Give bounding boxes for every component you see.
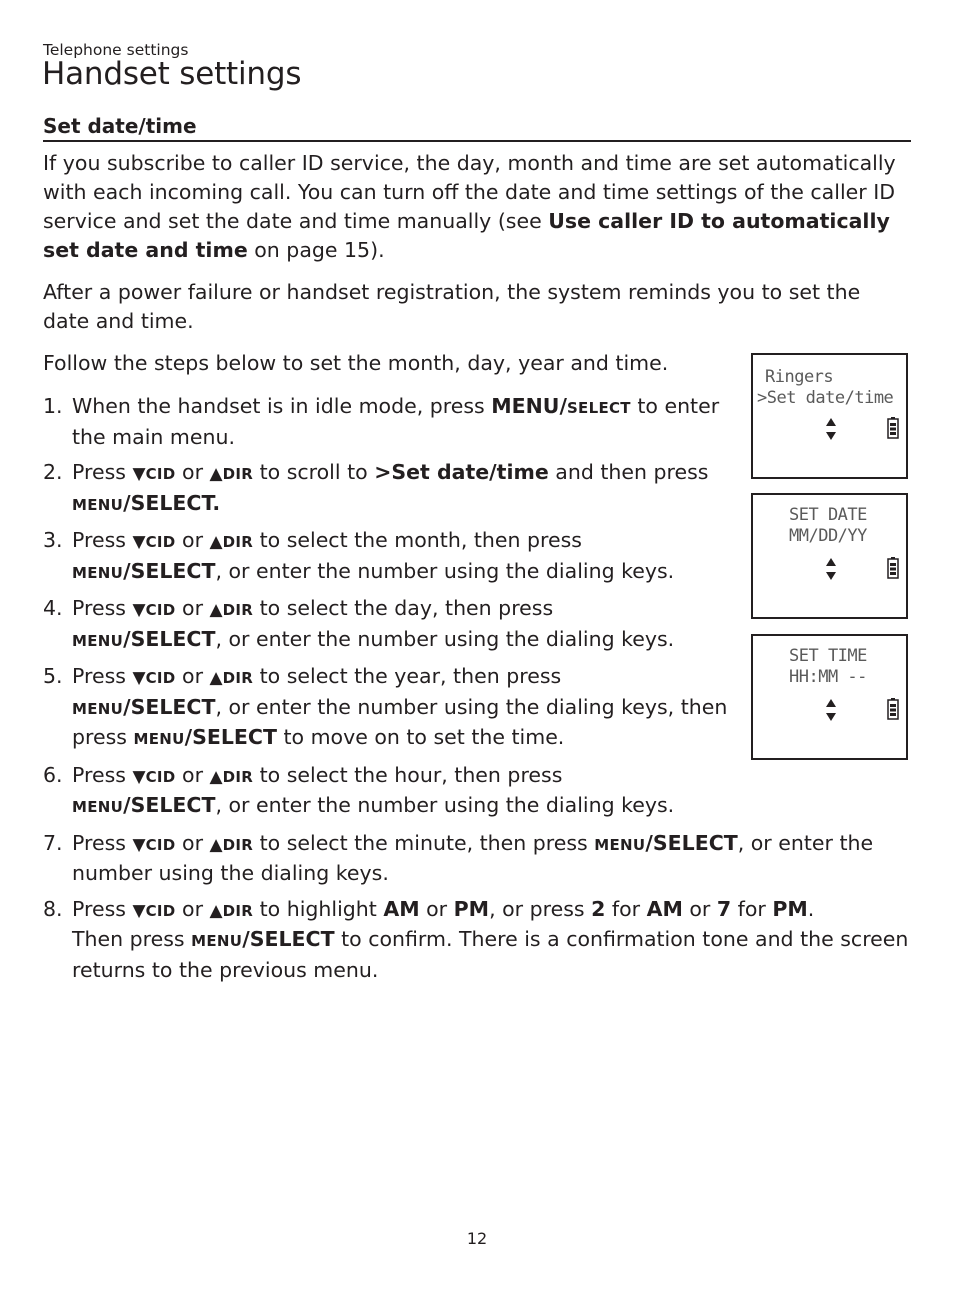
up-arrow-icon: ▲ xyxy=(209,668,223,688)
intro-text-end: on page 15). xyxy=(247,238,385,262)
up-arrow-icon: ▲ xyxy=(209,464,223,484)
or-text: or xyxy=(175,664,210,688)
press-text: Press xyxy=(72,528,133,552)
cid-key-label: CID xyxy=(145,601,176,619)
select-key-label: /SELECT xyxy=(123,626,216,651)
or-text: or xyxy=(175,460,210,484)
lcd-screen-set-date xyxy=(751,493,908,619)
menu-key-label: MENU xyxy=(72,798,124,816)
dir-key-label: DIR xyxy=(222,601,254,619)
step-text: When the handset is in idle mode, press xyxy=(72,394,492,418)
cross-reference: Use caller ID to automatically set date and time xyxy=(43,209,890,262)
up-down-arrow-icon xyxy=(824,417,838,441)
step-8 xyxy=(43,895,911,985)
step-number: 1. xyxy=(43,394,63,418)
up-arrow-icon: ▲ xyxy=(209,834,223,855)
for-text: for xyxy=(731,896,773,921)
or-text: or xyxy=(175,830,210,855)
breadcrumb: Telephone settings xyxy=(43,41,189,59)
cid-key-label: CID xyxy=(145,835,176,854)
cid-key-label: CID xyxy=(145,465,176,483)
am-label: AM xyxy=(383,896,420,921)
menu-key-label: MENU xyxy=(133,730,185,748)
step-text: , or enter the number using the dialing keys. xyxy=(72,830,874,885)
dir-key-label: DIR xyxy=(222,767,254,786)
up-down-arrow-icon xyxy=(824,698,838,722)
dir-key-label: DIR xyxy=(222,533,254,551)
cid-key-label: CID xyxy=(145,533,176,551)
step-text: Then press xyxy=(72,927,192,951)
down-arrow-icon: ▼ xyxy=(132,834,146,855)
step-5 xyxy=(43,662,762,754)
page-number: 12 xyxy=(466,1229,488,1248)
up-arrow-icon: ▲ xyxy=(209,600,223,620)
dir-key-label: DIR xyxy=(222,835,254,854)
up-arrow-icon: ▲ xyxy=(209,532,223,552)
key-7-label: 7 xyxy=(716,896,732,921)
step-3 xyxy=(43,526,752,587)
battery-icon xyxy=(887,557,899,579)
or-text: or xyxy=(175,596,210,620)
step-text: , or enter the number using the dialing keys. xyxy=(215,626,675,651)
step-text: to scroll to xyxy=(253,460,375,484)
step-text: to select the month, then press xyxy=(253,528,582,552)
lcd-line-2: HH:MM -- xyxy=(789,667,867,687)
step-number: 7. xyxy=(43,830,63,855)
step-number: 4. xyxy=(43,596,63,620)
lcd-line-2: >Set date/time xyxy=(757,388,894,408)
step-text: to enter the main menu. xyxy=(72,394,720,449)
power-failure-paragraph: After a power failure or handset registration, the system reminds you to set the date and time. xyxy=(43,280,861,333)
lcd-screen-menu xyxy=(751,353,908,479)
step-text: , or enter the number using the dialing keys. xyxy=(215,793,675,817)
intro-text: If you subscribe to caller ID service, the day, month and time are set automatically with each incoming call. You can turn off the date and time settings of the caller ID service and set the date and time manually (see xyxy=(43,151,896,233)
step-1 xyxy=(43,392,752,451)
up-arrow-icon: ▲ xyxy=(209,766,223,787)
menu-key-label: MENU xyxy=(594,835,646,854)
or-text: or xyxy=(419,896,454,921)
for-text: for xyxy=(605,896,647,921)
step-number: 5. xyxy=(43,664,63,688)
menu-key-label: MENU xyxy=(72,699,124,718)
step-4 xyxy=(43,594,752,655)
or-text: or xyxy=(175,528,210,552)
step-6 xyxy=(43,761,752,822)
lcd-screen-set-time xyxy=(751,634,908,760)
section-heading: Set date/time xyxy=(43,114,911,142)
select-key-label: /SELECT xyxy=(242,927,335,951)
down-arrow-icon: ▼ xyxy=(132,900,146,921)
step-text: to highlight xyxy=(253,896,384,921)
battery-icon xyxy=(887,417,899,439)
lcd-line-1: Ringers xyxy=(765,367,834,387)
or-text: or xyxy=(682,896,717,921)
am-label: AM xyxy=(646,896,683,921)
menu-target: >Set date/time xyxy=(374,460,549,484)
period-text: . xyxy=(807,896,815,921)
step-text: to confirm. There is a confirmation tone and the screen returns to the previous menu. xyxy=(72,927,909,982)
dir-key-label: DIR xyxy=(222,669,254,687)
press-text: Press xyxy=(72,830,133,855)
press-text: Press xyxy=(72,896,133,921)
select-key-label: /SELECT xyxy=(123,558,216,583)
or-text: or xyxy=(175,896,210,921)
battery-icon xyxy=(887,698,899,720)
select-key-label: /SELECT. xyxy=(123,490,221,515)
select-key-label: /SELECT xyxy=(123,694,216,719)
step-text: to select the minute, then press xyxy=(253,830,595,855)
step-text: to select the year, then press xyxy=(253,664,562,688)
press-text: Press xyxy=(72,664,133,688)
press-text: Press xyxy=(72,460,133,484)
menu-key-label: MENU xyxy=(72,495,124,514)
select-key-label: /SELECT xyxy=(123,793,216,817)
lcd-line-2: MM/DD/YY xyxy=(789,526,867,546)
step-text: and then press xyxy=(548,460,709,484)
press-text: Press xyxy=(72,762,133,787)
pm-label: PM xyxy=(772,896,808,921)
press-text: Press xyxy=(72,596,133,620)
down-arrow-icon: ▼ xyxy=(132,668,146,688)
step-7 xyxy=(43,829,911,888)
select-key-label: /SELECT xyxy=(645,830,738,855)
step-2 xyxy=(43,458,752,519)
intro-paragraph xyxy=(43,149,911,265)
step-text: , or press xyxy=(489,896,592,921)
page-title: Handset settings xyxy=(42,56,302,92)
menu-key-label: MENU xyxy=(72,631,124,650)
cid-key-label: CID xyxy=(145,767,176,786)
up-arrow-icon: ▲ xyxy=(209,900,223,921)
step-number: 8. xyxy=(43,896,63,921)
select-key-label: SELECT xyxy=(566,399,631,417)
or-text: or xyxy=(175,762,210,787)
dir-key-label: DIR xyxy=(222,465,254,483)
step-text: to select the hour, then press xyxy=(253,762,563,787)
down-arrow-icon: ▼ xyxy=(132,464,146,484)
key-2-label: 2 xyxy=(591,896,606,921)
down-arrow-icon: ▼ xyxy=(132,766,146,787)
dir-key-label: DIR xyxy=(222,901,254,920)
down-arrow-icon: ▼ xyxy=(132,600,146,620)
menu-key-label: MENU/ xyxy=(491,394,567,418)
up-down-arrow-icon xyxy=(824,557,838,581)
step-text: , or enter the number using the dialing keys, then press xyxy=(72,694,728,749)
step-text: , or enter the number using the dialing keys. xyxy=(215,558,675,583)
step-number: 3. xyxy=(43,528,63,552)
cid-key-label: CID xyxy=(145,669,176,687)
select-key-label: /SELECT xyxy=(184,725,277,749)
down-arrow-icon: ▼ xyxy=(132,532,146,552)
step-number: 6. xyxy=(43,762,63,787)
lcd-line-1: SET TIME xyxy=(789,646,867,666)
menu-key-label: MENU xyxy=(72,563,124,582)
step-text: to select the day, then press xyxy=(253,596,554,620)
cid-key-label: CID xyxy=(145,901,176,920)
step-text: to move on to set the time. xyxy=(276,725,565,749)
steps-intro: Follow the steps below to set the month, day, year and time. xyxy=(43,351,669,375)
menu-key-label: MENU xyxy=(191,932,243,950)
step-number: 2. xyxy=(43,460,63,484)
pm-label: PM xyxy=(453,896,490,921)
lcd-line-1: SET DATE xyxy=(789,505,867,525)
